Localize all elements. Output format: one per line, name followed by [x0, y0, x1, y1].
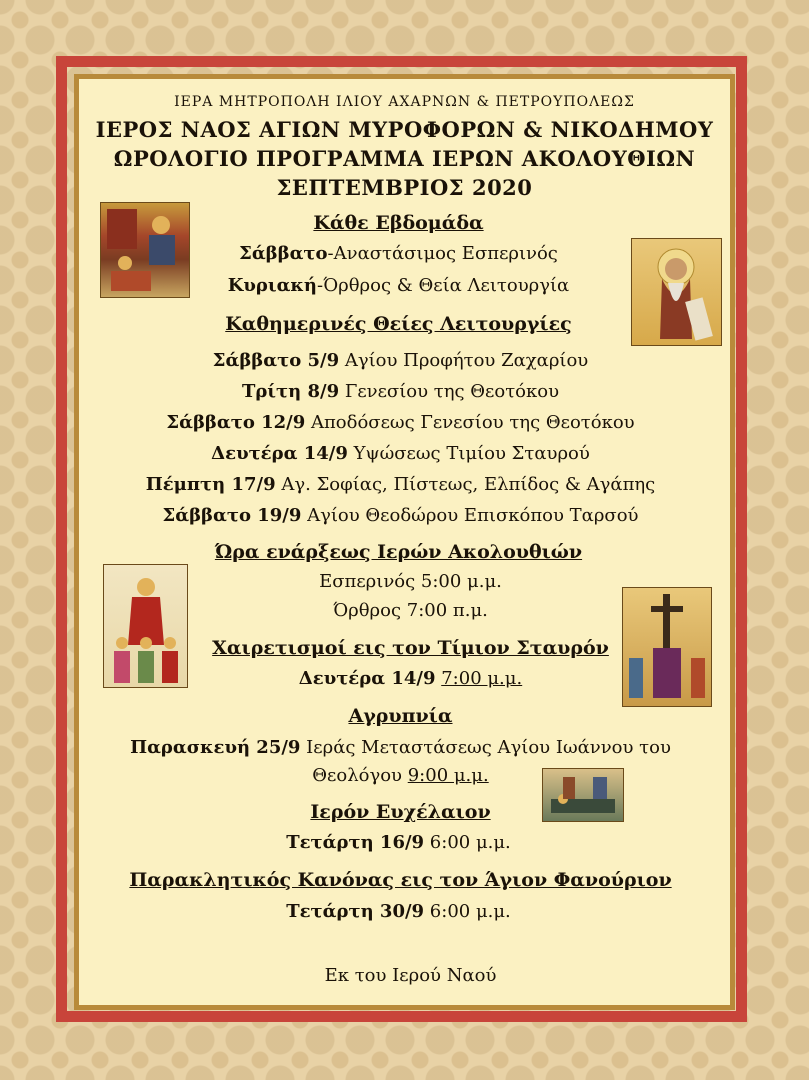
vigil-time: 9:00 μ.μ. — [407, 765, 489, 786]
daily-item-2-text: Γενεσίου της Θεοτόκου — [339, 381, 560, 402]
exaltation-cross-icon — [622, 587, 712, 707]
program-title: ΩΡΟΛΟΓΙΟ ΠΡΟΓΡΑΜΜΑ ΙΕΡΩΝ ΑΚΟΛΟΥΘΙΩΝ — [113, 146, 696, 171]
hours-heading: Ώρα ενάρξεως Ιερών Ακολουθιών — [214, 541, 583, 563]
weekly-heading: Κάθε Εβδομάδα — [313, 212, 484, 234]
metropolis-title: ΙΕΡΑ ΜΗΤΡΟΠΟΛΗ ΙΛΙΟΥ ΑΧΑΡΝΩΝ & ΠΕΤΡΟΥΠΟΛΕΩΣ — [174, 94, 635, 110]
daily-item-5-day: Πέμπτη 17/9 — [145, 474, 276, 495]
salutations-day: Δευτέρα 14/9 — [298, 668, 436, 689]
paraklesis-day: Τετάρτη 30/9 — [286, 901, 425, 922]
daily-item-5 — [0, 474, 805, 495]
daily-item-6 — [0, 505, 805, 526]
weekly-saturday-day: Σάββατο — [239, 243, 328, 264]
prophet-zacharias-art — [632, 239, 721, 345]
vigil-line-1 — [0, 737, 805, 758]
vigil-heading: Αγρυπνία — [348, 705, 453, 727]
vigil-day: Παρασκευή 25/9 — [130, 737, 301, 758]
exaltation-cross-art — [623, 588, 711, 706]
hours-vespers: Εσπερινός 5:00 μ.μ. — [319, 571, 502, 592]
weekly-saturday-text: -Αναστάσιμος Εσπερινός — [327, 243, 558, 264]
vigil-text-2: Θεολόγου — [312, 765, 408, 786]
daily-item-3 — [0, 412, 805, 433]
daily-item-3-text: Αποδόσεως Γενεσίου της Θεοτόκου — [305, 412, 635, 433]
month-title: ΣΕΠΤΕΜΒΡΙΟΣ 2020 — [276, 175, 533, 200]
footer-signature: Εκ του Ιερού Ναού — [324, 965, 497, 986]
daily-item-6-day: Σάββατο 19/9 — [162, 505, 302, 526]
unction-day: Τετάρτη 16/9 — [286, 832, 425, 853]
dormition-john-art — [543, 769, 623, 821]
unction-heading: Ιερόν Ευχέλαιον — [310, 801, 491, 823]
daily-item-4-day: Δευτέρα 14/9 — [211, 443, 348, 464]
daily-item-1 — [0, 350, 805, 371]
dormition-john-icon — [542, 768, 624, 822]
daily-item-3-day: Σάββατο 12/9 — [166, 412, 306, 433]
saint-sophia-daughters-icon — [103, 564, 188, 688]
paraklesis-time: 6:00 μ.μ. — [424, 901, 511, 922]
vigil-line-2 — [0, 765, 805, 786]
nativity-theotokos-art — [101, 203, 189, 297]
nativity-theotokos-icon — [100, 202, 190, 298]
salutations-time: 7:00 μ.μ. — [441, 668, 523, 689]
paraklesis-line — [0, 901, 803, 922]
unction-time: 6:00 μ.μ. — [424, 832, 511, 853]
church-title: ΙΕΡΟΣ ΝΑΟΣ ΑΓΙΩΝ ΜΥΡΟΦΟΡΩΝ & ΝΙΚΟΔΗΜΟΥ — [95, 117, 714, 142]
weekly-sunday-day: Κυριακή — [227, 275, 318, 296]
daily-item-6-text: Αγίου Θεοδώρου Επισκόπου Ταρσού — [301, 505, 639, 526]
daily-item-2 — [0, 381, 805, 402]
daily-item-4-text: Υψώσεως Τιμίου Σταυρού — [347, 443, 590, 464]
weekly-sunday-text: -Όρθρος & Θεία Λειτουργία — [317, 275, 570, 296]
paraklesis-heading: Παρακλητικός Κανόνας εις τον Άγιον Φανούριον — [129, 869, 672, 891]
daily-item-1-text: Αγίου Προφήτου Ζαχαρίου — [339, 350, 589, 371]
unction-line — [0, 832, 803, 853]
hours-matins: Όρθρος 7:00 π.μ. — [333, 600, 488, 621]
vigil-text-1: Ιεράς Μεταστάσεως Αγίου Ιωάννου του — [300, 737, 671, 758]
saint-sophia-daughters-art — [104, 565, 187, 687]
daily-heading: Καθημερινές Θείες Λειτουργίες — [225, 313, 572, 335]
prophet-zacharias-icon — [631, 238, 722, 346]
daily-item-4 — [0, 443, 805, 464]
daily-item-5-text: Αγ. Σοφίας, Πίστεως, Ελπίδος & Αγάπης — [275, 474, 656, 495]
daily-item-2-day: Τρίτη 8/9 — [241, 381, 340, 402]
salutations-heading: Χαιρετισμοί εις τον Τίμιον Σταυρόν — [212, 637, 609, 659]
daily-item-1-day: Σάββατο 5/9 — [212, 350, 340, 371]
